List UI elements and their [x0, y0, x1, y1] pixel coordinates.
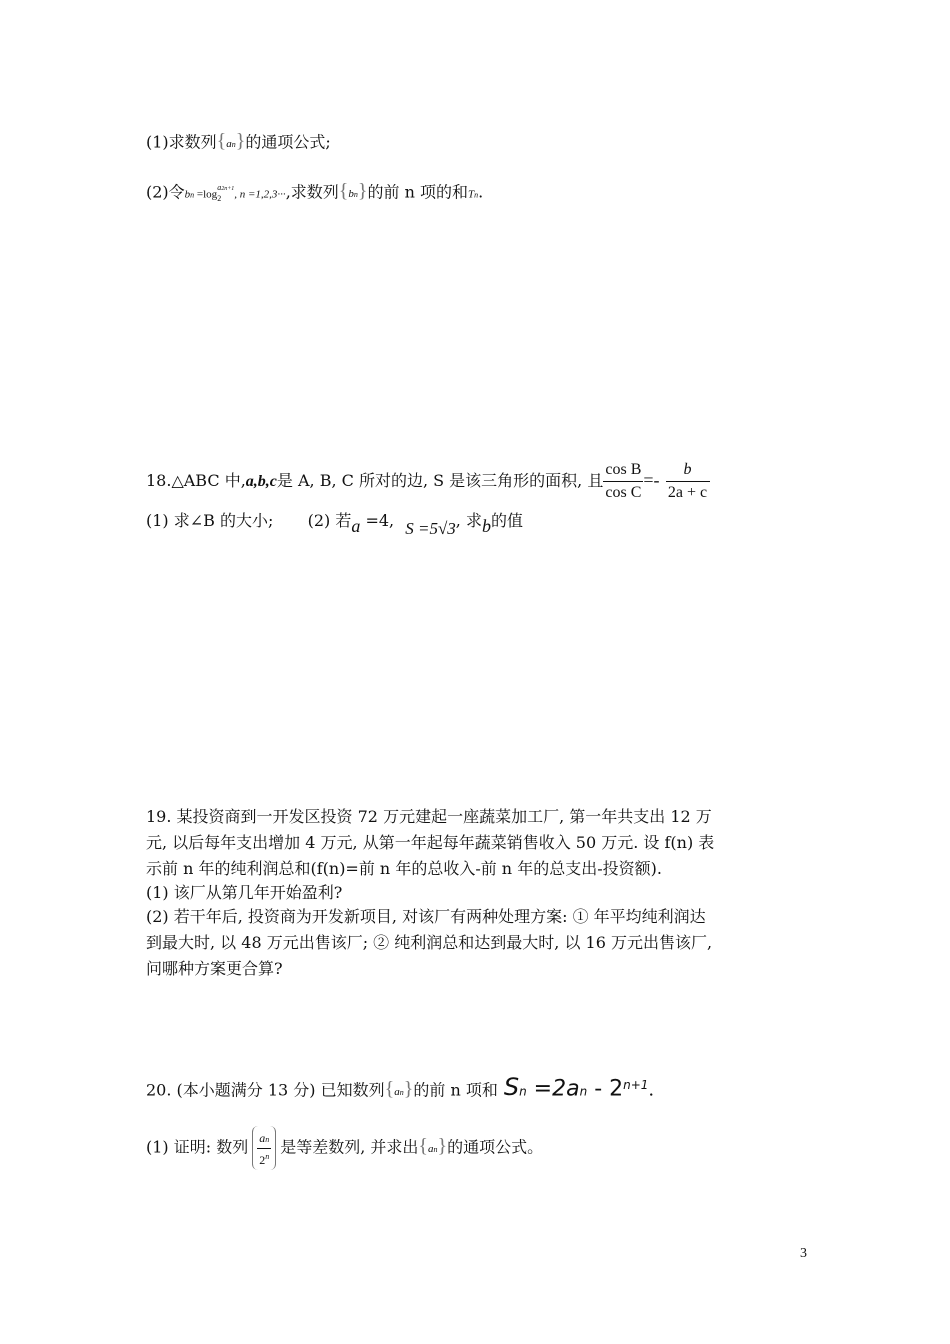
q18-mid: 是 A, B, C 所对的边, S 是该三角形的面积, 且: [276, 471, 604, 490]
q18-part2-mid: , 求: [455, 511, 482, 530]
q20-part1-seq: a: [428, 1143, 434, 1155]
q20-formula-eq: =2a: [526, 1076, 580, 1102]
q17-part1-var: a: [226, 138, 232, 150]
q18-vars: a,b,c: [245, 473, 277, 490]
q17-part2-log-base: 2: [217, 194, 222, 203]
q20-prefix: 20. (本小题满分 13 分) 已知数列: [146, 1080, 385, 1100]
q18-part2-prefix: (2) 若: [307, 511, 352, 530]
q17-part1-prefix: (1)求数列: [146, 132, 217, 152]
q20-part1-frac-num-sub: n: [265, 1134, 270, 1144]
q18-frac1-den: cos C: [605, 484, 642, 501]
q17-part1-sequence: {an}: [216, 130, 246, 152]
q20-formula-S-sub: n: [519, 1084, 527, 1099]
q20-part1-frac-den: 2: [259, 1152, 266, 1167]
q18-part2-suffix: 的值: [490, 511, 523, 530]
q20-part1-frac-den-exp: n: [265, 1151, 270, 1161]
q20-seq-sub: n: [399, 1087, 404, 1097]
q17-part2-b: b: [184, 188, 191, 201]
q20-part1: [146, 1124, 543, 1172]
q20-formula-exp: n+1: [623, 1078, 649, 1092]
q18-stem: [146, 458, 710, 504]
q20-part1-mid: 是等差数列, 并求出: [280, 1137, 419, 1157]
q17-part2-mid: ,求数列: [285, 182, 339, 202]
q20-formula-a-sub: n: [579, 1084, 588, 1099]
q17-part2-T: T: [467, 188, 475, 201]
q17-part2-prefix: (2)令: [146, 182, 185, 202]
q19-line6: 到最大时, 以 48 万元出售该厂; ② 纯利润总和达到最大时, 以 16 万元出售该厂,: [146, 933, 713, 952]
q19-line2: 元, 以后每年支出增加 4 万元, 从第一年起每年蔬菜销售收入 50 万元. 设 f(n) 表: [146, 833, 715, 852]
q18-eq: =-: [643, 470, 660, 490]
q18-frac2-den: 2a + c: [667, 484, 708, 501]
q20-formula-minus: - 2: [587, 1076, 624, 1102]
q18-prefix: 18.△ABC 中,: [146, 471, 246, 490]
q17-part2-end: .: [478, 182, 484, 202]
q20-seq: a: [394, 1085, 400, 1098]
q17-part2-suffix: 的前 n 项的和: [367, 182, 468, 202]
q20-mid: 的前 n 项和: [413, 1080, 498, 1100]
q20-part1-suffix: 的通项公式。: [447, 1137, 544, 1157]
q20-formula-end: .: [648, 1079, 655, 1101]
q17-part1-sub: n: [231, 140, 236, 149]
q19-line5: (2) 若干年后, 投资商为开发新项目, 对该厂有两种处理方案: ① 年平均纯利润达: [146, 907, 706, 926]
q20-part1-seq-sub: n: [433, 1145, 438, 1154]
q18-frac1-num: cos B: [603, 459, 643, 482]
q17-part1-suffix: 的通项公式;: [245, 132, 331, 152]
q18-frac2-num: b: [666, 459, 710, 482]
q20-part1-sequence: {an}: [418, 1135, 448, 1157]
q18-part2-a: a: [351, 516, 361, 536]
q17-part2-eq: =log: [194, 188, 218, 201]
q19-line7: 问哪种方案更合算?: [146, 959, 283, 978]
q18-part2-a-val: =4,: [360, 511, 395, 530]
q17-part2-seq: b: [348, 188, 354, 200]
q17-part2-log-arg: a: [217, 183, 222, 192]
q19-line1: 19. 某投资商到一开发区投资 72 万元建起一座蔬菜加工厂, 第一年共支出 12 万: [146, 807, 712, 826]
q18-frac-cos: [603, 459, 643, 504]
q18-frac-b: [666, 459, 710, 504]
page-number: 3: [800, 1246, 807, 1261]
q18-parts: [146, 508, 523, 542]
q20-part1-frac-num: a: [259, 1130, 266, 1145]
q20-stem: [146, 1068, 654, 1110]
q17-part1: [146, 128, 331, 158]
q17-part2-seq-sub: n: [353, 190, 358, 199]
q18-part2-S: S =5√3: [405, 519, 456, 538]
q17-part2-n: , n =1,2,3···: [234, 188, 286, 201]
q17-part2-log-arg-sub: 2n+1: [221, 186, 235, 192]
q20-sequence: {an}: [384, 1077, 414, 1100]
q20-part1-prefix: (1) 证明: 数列: [146, 1137, 249, 1157]
q17-part2: [146, 178, 483, 209]
q19-line4: (1) 该厂从第几年开始盈利?: [146, 883, 343, 902]
q18-part1: (1) 求∠B 的大小;: [146, 511, 274, 530]
q17-part2-T-sub: n: [474, 190, 479, 200]
q20-formula-S: S: [503, 1073, 520, 1102]
q17-part2-sequence: {bn}: [338, 180, 368, 202]
q17-part2-b-sub: n: [190, 190, 195, 200]
q18-part2-b: b: [481, 516, 491, 536]
q19-line3: 示前 n 年的纯利润总和(f(n)=前 n 年的总收入-前 n 年的总支出-投资额).: [146, 859, 662, 878]
q20-part1-frac-set: [252, 1126, 276, 1170]
